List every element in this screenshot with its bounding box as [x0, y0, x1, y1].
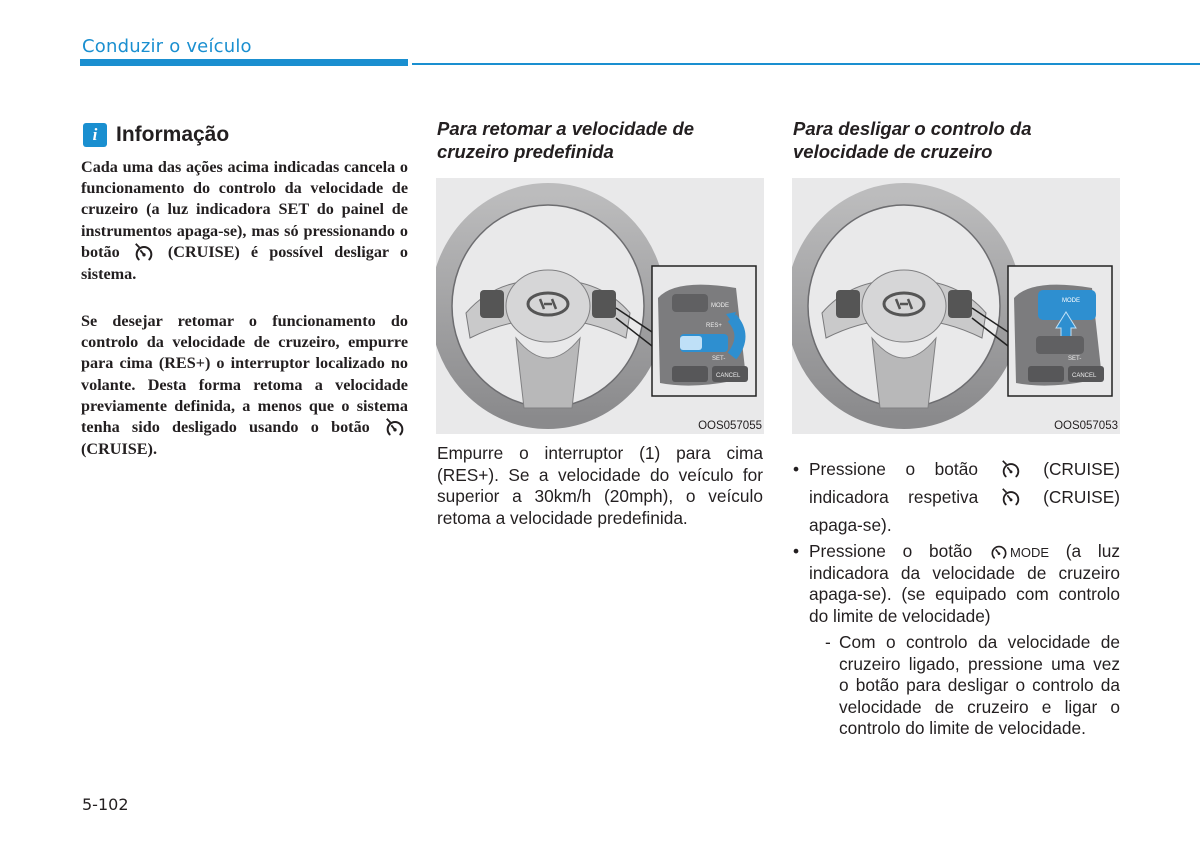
info-title: Informação — [116, 123, 230, 146]
bullet-mark: • — [793, 459, 800, 479]
bullet2-text-a: Pressione o botão — [809, 541, 973, 561]
resume-body: Empurre o interruptor (1) para cima (RES+). Se a velocidade do veículo for superior a 30km/h (20mph), o veículo retoma a velocidade predefinida. — [437, 443, 763, 528]
cancel-label: CANCEL — [1072, 373, 1097, 379]
sub-item-text: Com o controlo da velocidade de cruzeiro ligado, pressione uma vez o botão para desligar o controlo da velocidade de cruzeiro e ligar o controlo do limite de velocidade. — [839, 632, 1120, 738]
cruise-icon — [1000, 459, 1022, 481]
cruise-icon — [1000, 487, 1022, 509]
bullet1-text-c: (CRUISE) apaga-se). — [809, 487, 1120, 535]
speedometer-icon — [989, 542, 1009, 562]
sub-item — [809, 632, 1120, 740]
cruise-icon — [384, 417, 406, 439]
header-accent-bar — [80, 59, 408, 66]
cruise-icon — [133, 242, 155, 264]
set-label: SET- — [712, 356, 726, 362]
steering-wheel-figure-resume — [436, 178, 764, 434]
mode-text: MODE — [1010, 544, 1049, 560]
cancel-label: CANCEL — [716, 373, 741, 379]
section-title: Conduzir o veículo — [82, 36, 252, 57]
info-p1-text-b: (CRUISE) é possível desligar o sistema. — [81, 242, 408, 284]
steering-wheel-figure-cancel — [792, 178, 1120, 434]
cruise-mode-button-icon — [989, 542, 1049, 562]
info-heading — [83, 123, 229, 147]
bullet2-text-b: (a luz indicadora da velocidade de cruzeiro apaga-se). (se equipado com controlo do limite de velocidade) — [809, 541, 1120, 626]
figure-caption: OOS057055 — [698, 420, 762, 432]
list-item — [793, 541, 1120, 740]
set-label: SET- — [1068, 356, 1082, 362]
res-label: RES+ — [706, 323, 722, 329]
figure-caption: OOS057053 — [1054, 420, 1118, 432]
list-item — [793, 455, 1120, 539]
bullet1-text-a: Pressione o botão — [809, 459, 978, 479]
header-rule — [412, 63, 1200, 65]
info-p2-text-a: Se desejar retomar o funcionamento do controlo da velocidade de cruzeiro, empurre para cima (RES+) o interruptor localizado no volante. Desta forma retoma a velocidade previamente definida, a menos que o sistema tenha sido desligado usando o botão — [81, 312, 408, 437]
steering-wheel-illustration — [436, 178, 764, 434]
cancel-instructions-list — [793, 455, 1120, 742]
mode-label: MODE — [711, 303, 729, 309]
steering-wheel-illustration — [792, 178, 1120, 434]
info-p1-text-a: Cada uma das ações acima indicadas cancela o funcionamento do controlo da velocidade de cruzeiro (a luz indicadora SET do painel de instrumentos apaga-se), mas só pressionando o botão — [81, 158, 408, 261]
bullet-mark: • — [793, 541, 800, 561]
dash-mark: - — [825, 632, 831, 652]
info-icon: i — [83, 123, 107, 147]
info-paragraph-2 — [81, 311, 408, 461]
mode-label: MODE — [1062, 298, 1080, 304]
info-p2-text-b: (CRUISE). — [81, 440, 157, 459]
info-paragraph-1 — [81, 157, 408, 285]
resume-heading: Para retomar a velocidade de cruzeiro predefinida — [437, 118, 695, 162]
bullet1-text-b: (CRUISE) indicadora respetiva — [809, 459, 1120, 507]
cancel-heading: Para desligar o controlo da velocidade de cruzeiro — [793, 118, 1032, 162]
page-number: 5-102 — [82, 795, 129, 814]
